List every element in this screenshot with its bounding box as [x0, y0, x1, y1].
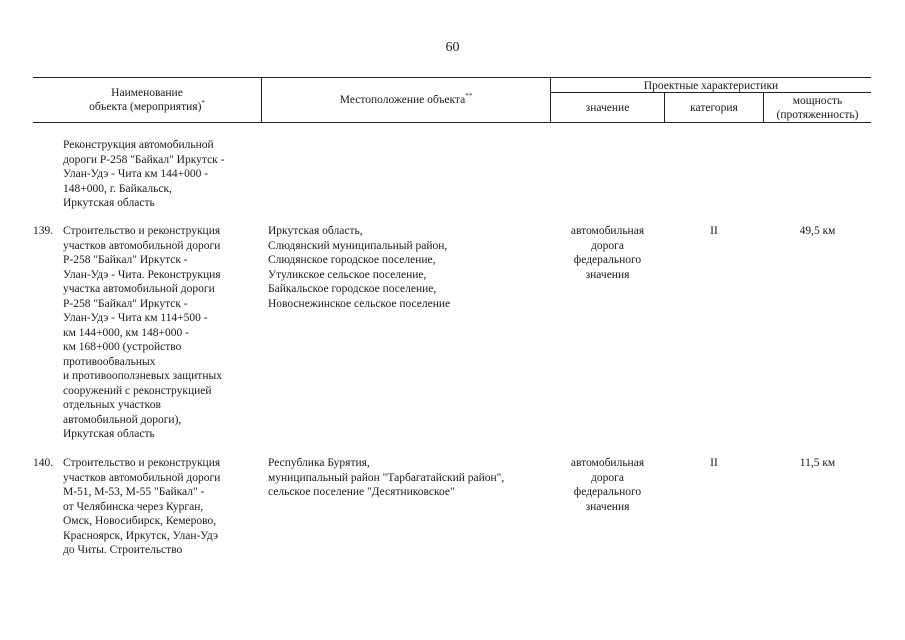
header-bottom-rule: [33, 122, 871, 123]
row-139-capacity: 49,5 км: [799, 225, 836, 237]
header-name-footnote-mark: *: [201, 99, 205, 107]
header-value: значение: [585, 102, 630, 114]
row-140-value: автомобильная дорога федерального значения: [570, 457, 645, 513]
row-140-capacity: 11,5 км: [799, 457, 836, 469]
header-capacity-line2: (протяженность): [776, 109, 859, 121]
row-139-name: Строительство и реконструкция участков автомобильной дороги Р-258 "Байкал" Иркутск - Улан-Удэ - Чита. Реконструкция участка автомобильной дороги Р-258 "Байкал" Иркутск - Улан-Удэ - Чита км 114+500 - км 144+000, км 148+000 - км 168+000 (устройство противообвальных и противооползневых защитных сооружений с реконструкцией отдельных участков автомобильной дороги), Иркутская область: [63, 225, 222, 440]
header-capacity: [764, 94, 871, 122]
header-category: категория: [690, 102, 738, 114]
header-location-footnote-mark: **: [465, 92, 473, 100]
header-top-rule: [33, 77, 871, 78]
row-140-location: Республика Бурятия, муниципальный район "Тарбагатайский район", сельское поселение "Десятниковское": [268, 457, 505, 498]
header-name: [33, 86, 261, 114]
row-139-value: автомобильная дорога федерального значения: [570, 225, 645, 281]
row-140-category: II: [710, 457, 718, 469]
row-139-category: II: [710, 225, 718, 237]
row-140-name: Строительство и реконструкция участков автомобильной дороги М-51, М-53, М-55 "Байкал" - от Челябинска через Курган, Омск, Новосибирск, Кемерово, Красноярск, Иркутск, Улан-Удэ до Читы. Строительство: [63, 457, 221, 556]
header-location: [262, 93, 550, 107]
page-number: 60: [445, 40, 460, 55]
header-capacity-line1: мощность: [792, 95, 843, 107]
header-name-text: объекта (мероприятия): [89, 101, 202, 113]
row-139-location: Иркутская область, Слюдянский муниципальный район, Слюдянское городское поселение, Утуликское сельское поселение, Байкальское городское поселение, Новоснежинское сельское поселение: [268, 225, 451, 310]
header-project-characteristics: Проектные характеристики: [643, 80, 779, 92]
row-139-number: 139.: [33, 225, 54, 237]
header-name-line1: Наименование: [111, 87, 183, 99]
header-name-line2: [33, 100, 261, 114]
row-continuation-name: Реконструкция автомобильной дороги Р-258 "Байкал" Иркутск - Улан-Удэ - Чита км 144+000 - 148+000, г. Байкальск, Иркутская область: [63, 139, 225, 209]
row-140-number: 140.: [33, 457, 54, 469]
header-location-text: Местоположение объекта: [339, 94, 466, 106]
